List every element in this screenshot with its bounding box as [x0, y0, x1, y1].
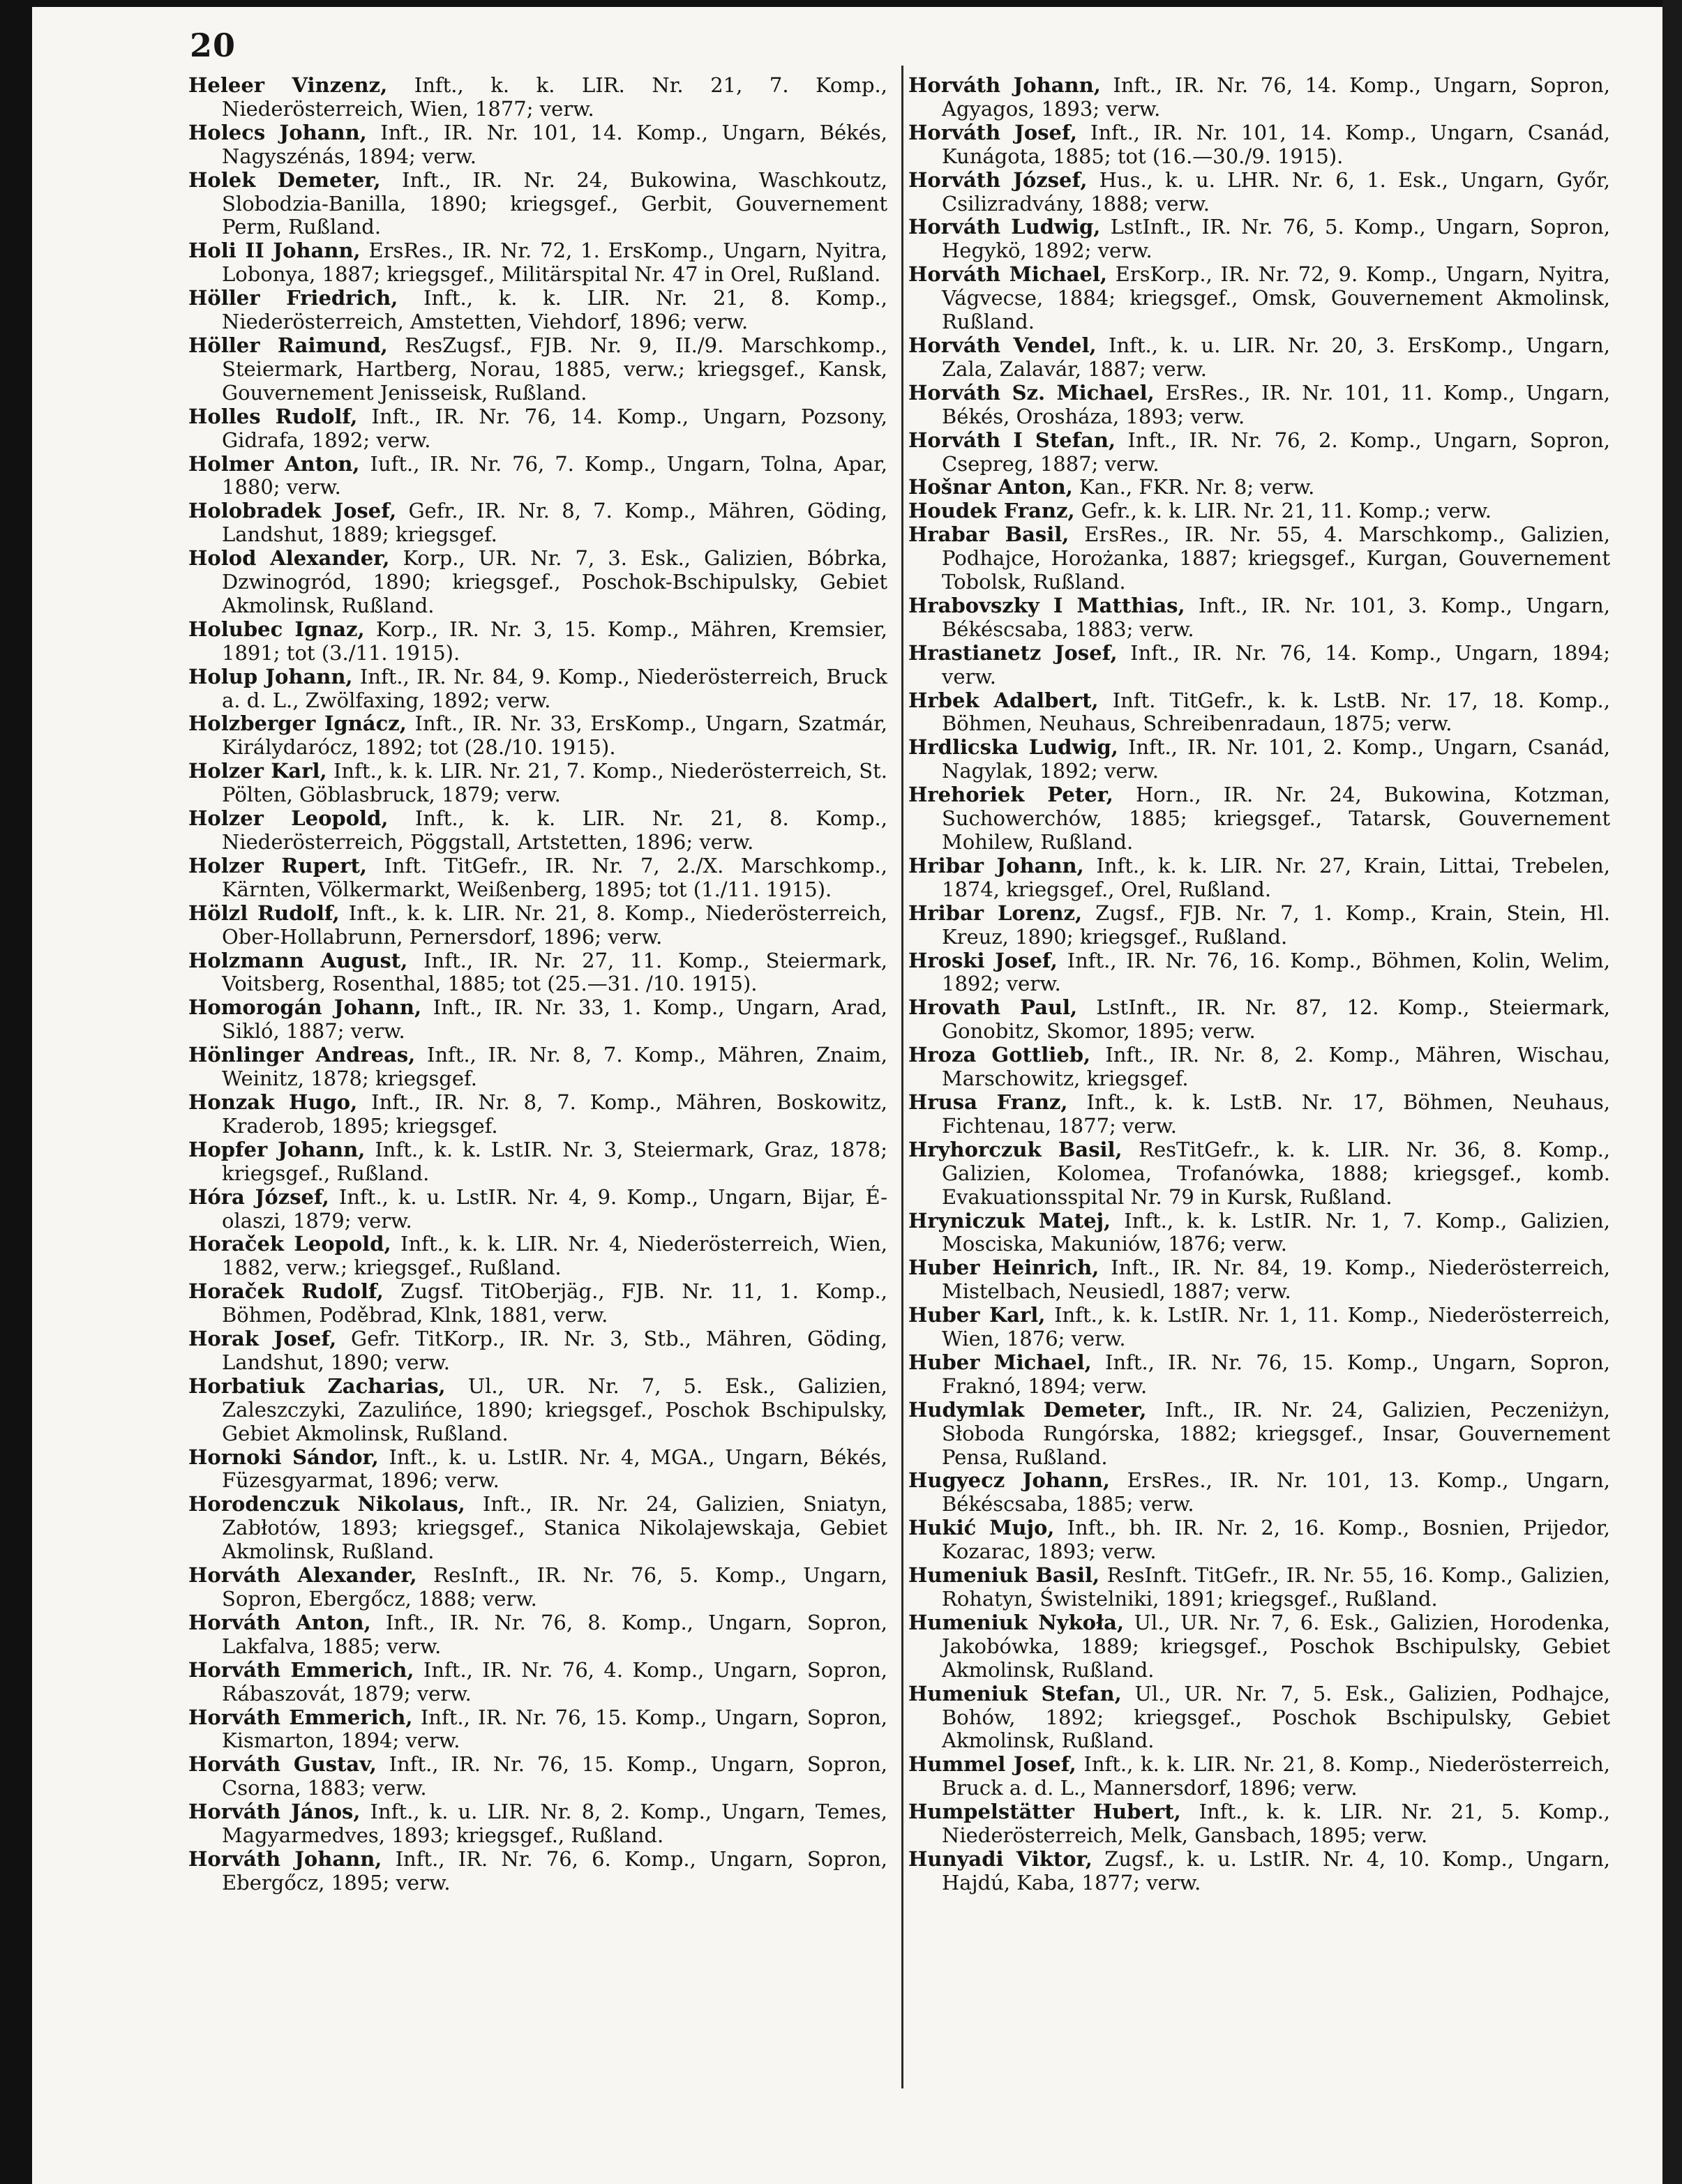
- register-entry: [908, 334, 1610, 382]
- register-entry: [908, 476, 1610, 499]
- entry-name: Horbatiuk Zacharias,: [188, 1373, 446, 1398]
- entry-details: Ul., UR. Nr. 7, 5. Esk., Galizien, Zaleszczyki, Zazulińce, 1890; kriegsgef., Poschok Bschipulsky, Gebiet Akmolinsk, Rußland.: [222, 1373, 887, 1445]
- register-entry: [188, 807, 887, 854]
- register-entry: [908, 1469, 1610, 1516]
- entry-details: Inft., IR. Nr. 8, 2. Komp., Mähren, Wischau, Marschowitz, kriegsgef.: [942, 1043, 1610, 1091]
- entry-name: Horváth Johann,: [188, 1846, 382, 1871]
- entry-details: Inft., IR. Nr. 8, 7. Komp., Mähren, Boskowitz, Kraderob, 1895; kriegsgef.: [222, 1090, 887, 1138]
- entry-details: Inft., k. k. LstB. Nr. 17, Böhmen, Neuhaus, Fichtenau, 1877; verw.: [942, 1090, 1610, 1138]
- register-entry: [188, 712, 887, 760]
- entry-name: Holup Johann,: [188, 664, 353, 688]
- entry-name: Hrdlicska Ludwig,: [908, 735, 1118, 760]
- entry-details: ResInft. TitGefr., IR. Nr. 55, 16. Komp., Galizien, Rohatyn, Świstelniki, 1891; kriegsgef., Rußland.: [942, 1563, 1610, 1611]
- entry-details: Inft., k. k. LIR. Nr. 21, 8. Komp., Niederösterreich, Bruck a. d. L., Mannersdorf, 1896; verw.: [942, 1752, 1610, 1800]
- register-entry: [908, 1304, 1610, 1351]
- entry-name: Horváth Michael,: [908, 262, 1107, 287]
- entry-details: Inft., IR. Nr. 24, Galizien, Sniatyn, Zabłotów, 1893; kriegsgef., Stanica Nikolajewskaja, Gebiet Akmolinsk, Rußland.: [222, 1492, 888, 1564]
- entry-name: Hóra József,: [188, 1184, 329, 1209]
- entry-name: Hugyecz Johann,: [908, 1468, 1110, 1493]
- entry-name: Horváth Gustav,: [188, 1752, 377, 1777]
- entry-details: Inft., k. k. LstIR. Nr. 3, Steiermark, Graz, 1878; kriegsgef., Rußland.: [222, 1137, 888, 1185]
- entry-name: Holobradek Josef,: [188, 499, 397, 523]
- entry-name: Hribar Johann,: [908, 853, 1084, 878]
- entry-name: Hryhorczuk Basil,: [908, 1137, 1122, 1161]
- register-entry: [188, 1280, 887, 1327]
- entry-details: LstInft., IR. Nr. 76, 5. Komp., Ungarn, Sopron, Hegykö, 1892; verw.: [942, 215, 1611, 263]
- entry-name: Horváth Josef,: [908, 120, 1077, 144]
- entry-name: Horváth Emmerich,: [188, 1705, 413, 1729]
- entry-details: Inft., k. k. LIR. Nr. 4, Niederösterreich, Wien, 1882, verw.; kriegsgef., Rußland.: [222, 1232, 888, 1280]
- entry-name: Homorogán Johann,: [188, 995, 422, 1020]
- register-entry: [908, 949, 1610, 997]
- entry-name: Hribar Lorenz,: [908, 901, 1083, 925]
- register-entry: [188, 287, 887, 334]
- register-entry: [188, 547, 887, 618]
- register-entry: [188, 334, 887, 405]
- entry-details: Inft., k. k. LIR. Nr. 21, 7. Komp., Niederösterreich, Wien, 1877; verw.: [222, 73, 887, 121]
- register-entry: [908, 642, 1610, 689]
- register-entry: [908, 1564, 1610, 1611]
- entry-details: Inft., k. k. LstIR. Nr. 1, 11. Komp., Niederösterreich, Wien, 1876; verw.: [942, 1303, 1610, 1351]
- entry-name: Horváth Vendel,: [908, 333, 1097, 357]
- register-entry: [908, 594, 1610, 642]
- register-entry: [188, 74, 887, 121]
- register-entry: [908, 263, 1610, 334]
- page-number: 20: [190, 27, 236, 64]
- register-entry: [188, 1800, 887, 1848]
- entry-name: Holles Rudolf,: [188, 404, 358, 428]
- entry-details: Inft., k. k. LIR. Nr. 27, Krain, Littai, Trebelen, 1874, kriegsgef., Orel, Rußland.: [942, 853, 1611, 901]
- entry-details: Inft., IR. Nr. 76, 16. Komp., Böhmen, Kolin, Welim, 1892; verw.: [942, 948, 1611, 996]
- entry-details: Inft., IR. Nr. 76, 15. Komp., Ungarn, Sopron, Fraknó, 1894; verw.: [942, 1350, 1610, 1398]
- entry-details: Ul., UR. Nr. 7, 5. Esk., Galizien, Podhajce, Bohów, 1892; kriegsgef., Poschok Bschipulsky, Gebiet Akmolinsk, Rußland.: [942, 1681, 1611, 1753]
- register-entry: [188, 121, 887, 169]
- register-entry: [188, 405, 887, 453]
- entry-name: Hrovath Paul,: [908, 995, 1078, 1020]
- register-entry: [908, 1091, 1610, 1138]
- entry-name: Huber Michael,: [908, 1350, 1092, 1374]
- register-entry: [908, 1044, 1610, 1091]
- entry-details: Inft., k. u. LstIR. Nr. 4, MGA., Ungarn, Békés, Füzesgyarmat, 1896; verw.: [222, 1445, 887, 1493]
- entry-name: Horváth János,: [188, 1800, 361, 1824]
- register-entry: [908, 1399, 1610, 1470]
- entry-details: Zugsf., k. u. LstIR. Nr. 4, 10. Komp., Ungarn, Hajdú, Kaba, 1877; verw.: [942, 1846, 1611, 1895]
- entry-name: Horodenczuk Nikolaus,: [188, 1492, 465, 1516]
- entry-details: ResInft., IR. Nr. 76, 5. Komp., Ungarn, Sopron, Ebergőcz, 1888; verw.: [222, 1563, 887, 1611]
- entry-name: Heleer Vinzenz,: [188, 73, 388, 97]
- entry-details: Inft., IR. Nr. 76, 15. Komp., Ungarn, Sopron, Kismarton, 1894; verw.: [222, 1705, 888, 1753]
- register-entry: [908, 121, 1610, 169]
- entry-details: Inft., IR. Nr. 101, 2. Komp., Ungarn, Csanád, Nagylak, 1892; verw.: [942, 735, 1611, 783]
- entry-name: Horváth Alexander,: [188, 1563, 417, 1588]
- register-entry: [188, 453, 887, 500]
- entry-details: Inft., IR. Nr. 76, 4. Komp., Ungarn, Sopron, Rábaszovát, 1879; verw.: [222, 1657, 888, 1705]
- entry-name: Holecs Johann,: [188, 120, 367, 144]
- register-entry: [188, 854, 887, 902]
- entry-name: Horaček Rudolf,: [188, 1279, 384, 1304]
- entry-name: Hopfer Johann,: [188, 1137, 366, 1161]
- entry-details: Inft., IR. Nr. 8, 7. Komp., Mähren, Znaim, Weinitz, 1878; kriegsgef.: [222, 1043, 887, 1091]
- entry-details: Inft., IR. Nr. 33, ErsKomp., Ungarn, Szatmár, Királydarócz, 1892; tot (28./10. 1915).: [222, 711, 888, 760]
- entry-name: Hudymlak Demeter,: [908, 1397, 1147, 1422]
- register-entry: [188, 239, 887, 287]
- register-entry: [908, 996, 1610, 1044]
- register-entry: [908, 499, 1610, 523]
- register-entry: [188, 1233, 887, 1280]
- entry-name: Holzmann August,: [188, 948, 408, 972]
- register-entry: [908, 1210, 1610, 1257]
- entry-name: Horváth Emmerich,: [188, 1657, 414, 1682]
- entry-details: Inft., k. k. LIR. Nr. 21, 8. Komp., Niederösterreich, Ober-Hollabrunn, Pernersdorf, 1896; verw.: [222, 901, 887, 949]
- entry-details: Inft., IR. Nr. 76, 14. Komp., Ungarn, Sopron, Agyagos, 1893; verw.: [942, 73, 1611, 121]
- register-entry: [188, 618, 887, 665]
- entry-name: Huber Karl,: [908, 1303, 1046, 1327]
- register-entry: [908, 1351, 1610, 1399]
- register-entry: [908, 429, 1610, 476]
- entry-details: Hus., k. u. LHR. Nr. 6, 1. Esk., Ungarn, Győr, Csilizradvány, 1888; verw.: [942, 167, 1611, 216]
- column-divider: [901, 66, 903, 2088]
- entry-name: Hrabovszky I Matthias,: [908, 593, 1185, 617]
- register-entry: [908, 1256, 1610, 1304]
- entry-details: Korp., UR. Nr. 7, 3. Esk., Galizien, Bóbrka, Dzwinogród, 1890; kriegsgef., Poschok-Bschipulsky, Gebiet Akmolinsk, Rußland.: [222, 546, 887, 617]
- entry-name: Holek Demeter,: [188, 167, 381, 192]
- entry-details: Inft. TitGefr., IR. Nr. 7, 2./X. Marschkomp., Kärnten, Völkermarkt, Weißenberg, 1895; tot (1./11. 1915).: [222, 853, 887, 901]
- entry-name: Hönlinger Andreas,: [188, 1043, 416, 1067]
- register-entry: [908, 783, 1610, 854]
- entry-name: Horváth Johann,: [908, 73, 1101, 97]
- entry-name: Honzak Hugo,: [188, 1090, 358, 1114]
- register-entry: [188, 760, 887, 807]
- register-entry: [188, 1044, 887, 1091]
- register-entry: [908, 1138, 1610, 1210]
- entry-name: Hrbek Adalbert,: [908, 688, 1099, 712]
- entry-details: Inft., IR. Nr. 27, 11. Komp., Steiermark, Voitsberg, Rosenthal, 1885; tot (25.—31. /10. 1915).: [222, 948, 887, 996]
- entry-name: Horaček Leopold,: [188, 1232, 391, 1256]
- entry-details: Gefr., IR. Nr. 8, 7. Komp., Mähren, Göding, Landshut, 1889; kriegsgef.: [222, 499, 888, 547]
- entry-name: Holmer Anton,: [188, 451, 360, 476]
- register-entry: [908, 382, 1610, 429]
- entry-details: ResZugsf., FJB. Nr. 9, II./9. Marschkomp., Steiermark, Hartberg, Norau, 1885, verw.; kriegsgef., Kansk, Gouvernement Jenisseisk, Rußland.: [222, 333, 888, 405]
- entry-name: Höller Friedrich,: [188, 286, 398, 310]
- register-entry: [908, 854, 1610, 902]
- entry-details: Inft., IR. Nr. 24, Bukowina, Waschkoutz, Slobodzia-Banilla, 1890; kriegsgef., Gerbit, Gouvernement Perm, Rußland.: [222, 167, 888, 239]
- register-entry: [188, 1138, 887, 1186]
- entry-name: Hrabar Basil,: [908, 522, 1069, 547]
- entry-details: Inft., IR. Nr. 84, 19. Komp., Niederösterreich, Mistelbach, Neusiedl, 1887; verw.: [942, 1256, 1610, 1304]
- entry-details: Inft., k. k. LIR. Nr. 21, 7. Komp., Niederösterreich, St. Pölten, Göblasbruck, 1879; verw.: [222, 759, 887, 807]
- register-entry: [188, 1091, 887, 1138]
- entry-name: Hrehoriek Peter,: [908, 783, 1113, 807]
- entry-name: Humpelstätter Hubert,: [908, 1800, 1181, 1824]
- entry-name: Holi II Johann,: [188, 239, 361, 263]
- register-entry: [908, 74, 1610, 121]
- entry-details: Gefr. TitKorp., IR. Nr. 3, Stb., Mähren, Göding, Landshut, 1890; verw.: [222, 1327, 888, 1374]
- entry-details: Inft., IR. Nr. 76, 6. Komp., Ungarn, Sopron, Ebergőcz, 1895; verw.: [222, 1846, 888, 1895]
- entry-name: Humeniuk Stefan,: [908, 1681, 1122, 1705]
- entry-details: ErsRes., IR. Nr. 101, 11. Komp., Ungarn, Békés, Orosháza, 1893; verw.: [942, 380, 1611, 428]
- register-entry: [188, 1375, 887, 1446]
- right-column: [908, 74, 1610, 1895]
- entry-name: Humeniuk Nykoła,: [908, 1610, 1125, 1634]
- register-entry: [908, 736, 1610, 783]
- entry-details: ErsRes., IR. Nr. 101, 13. Komp., Ungarn, Békéscsaba, 1885; verw.: [942, 1468, 1610, 1516]
- entry-name: Hrusa Franz,: [908, 1090, 1068, 1114]
- entry-details: Kan., FKR. Nr. 8; verw.: [1079, 475, 1315, 499]
- register-entry: [908, 1753, 1610, 1800]
- register-entry: [908, 1611, 1610, 1682]
- entry-name: Hrastianetz Josef,: [908, 640, 1118, 665]
- register-entry: [908, 689, 1610, 737]
- register-entry: [188, 1848, 887, 1895]
- entry-name: Höller Raimund,: [188, 333, 388, 357]
- register-entry: [188, 169, 887, 240]
- entry-details: Horn., IR. Nr. 24, Bukowina, Kotzman, Suchowerchów, 1885; kriegsgef., Tatarsk, Gouvernement Mohilew, Rußland.: [942, 783, 1611, 854]
- entry-name: Huber Heinrich,: [908, 1256, 1099, 1280]
- register-entry: [188, 1327, 887, 1375]
- entry-name: Horváth Anton,: [188, 1610, 371, 1634]
- entry-details: Zugsf., FJB. Nr. 7, 1. Komp., Krain, Stein, Hl. Kreuz, 1890; kriegsgef., Rußland.: [942, 901, 1611, 949]
- entry-name: Horváth Ludwig,: [908, 215, 1101, 239]
- entry-details: Inft., k. k. LIR. Nr. 21, 5. Komp., Niederösterreich, Melk, Gansbach, 1895; verw.: [942, 1800, 1610, 1848]
- register-entry: [188, 902, 887, 949]
- register-entry: [188, 1611, 887, 1659]
- register-entry: [908, 169, 1610, 216]
- register-entry: [188, 499, 887, 547]
- register-entry: [188, 665, 887, 713]
- entry-details: Inft., IR. Nr. 101, 3. Komp., Ungarn, Békéscsaba, 1883; verw.: [942, 593, 1611, 641]
- entry-details: Inft., k. k. LIR. Nr. 21, 8. Komp., Niederösterreich, Pöggstall, Artstetten, 1896; verw.: [222, 806, 887, 854]
- entry-details: Inft., k. k. LstIR. Nr. 1, 7. Komp., Galizien, Mosciska, Makuniów, 1876; verw.: [942, 1208, 1610, 1256]
- register-entry: [188, 1659, 887, 1706]
- entry-name: Horak Josef,: [188, 1327, 337, 1351]
- entry-details: ErsRes., IR. Nr. 55, 4. Marschkomp., Galizien, Podhajce, Horożanka, 1887; kriegsgef., Kurgan, Gouvernement Tobolsk, Rußland.: [942, 522, 1611, 594]
- register-entry: [188, 1706, 887, 1754]
- register-entry: [908, 216, 1610, 263]
- scan-border-left: [0, 0, 32, 2184]
- entry-details: Inft., k. u. LstIR. Nr. 4, 9. Komp., Ungarn, Bijar, É-olaszi, 1879; verw.: [222, 1184, 887, 1233]
- register-entry: [908, 1516, 1610, 1564]
- entry-details: Inft., IR. Nr. 84, 9. Komp., Niederösterreich, Bruck a. d. L., Zwölfaxing, 1892; verw.: [222, 664, 888, 712]
- entry-name: Hroza Gottlieb,: [908, 1043, 1091, 1067]
- entry-details: LstInft., IR. Nr. 87, 12. Komp., Steiermark, Gonobitz, Skomor, 1895; verw.: [942, 995, 1610, 1044]
- entry-details: Inft., IR. Nr. 101, 14. Komp., Ungarn, Békés, Nagyszénás, 1894; verw.: [222, 120, 887, 168]
- entry-details: Inft. TitGefr., k. k. LstB. Nr. 17, 18. Komp., Böhmen, Neuhaus, Schreibenradaun, 1875; verw.: [942, 688, 1610, 736]
- entry-name: Hornoki Sándor,: [188, 1445, 379, 1469]
- register-entry: [188, 949, 887, 997]
- scan-border-right: [1662, 0, 1682, 2184]
- entry-details: Inft., IR. Nr. 76, 14. Komp., Ungarn, 1894; verw.: [942, 640, 1611, 688]
- entry-details: Inft., bh. IR. Nr. 2, 16. Komp., Bosnien, Prijedor, Kozarac, 1893; verw.: [942, 1516, 1610, 1564]
- entry-name: Holubec Ignaz,: [188, 617, 365, 641]
- entry-details: Korp., IR. Nr. 3, 15. Komp., Mähren, Kremsier, 1891; tot (3./11. 1915).: [222, 617, 888, 665]
- entry-details: Inft., k. k. LIR. Nr. 21, 8. Komp., Niederösterreich, Amstetten, Viehdorf, 1896; verw.: [222, 286, 887, 334]
- register-entry: [188, 1753, 887, 1800]
- entry-name: Horváth I Stefan,: [908, 428, 1116, 452]
- entry-details: Inft., IR. Nr. 76, 14. Komp., Ungarn, Pozsony, Gidrafa, 1892; verw.: [222, 404, 888, 452]
- entry-details: Zugsf. TitOberjäg., FJB. Nr. 11, 1. Komp., Böhmen, Poděbrad, Klnk, 1881, verw.: [222, 1279, 887, 1327]
- entry-details: Ul., UR. Nr. 7, 6. Esk., Galizien, Horodenka, Jakobówka, 1889; kriegsgef., Poschok Bschipulsky, Gebiet Akmolinsk, Rußland.: [942, 1610, 1611, 1682]
- left-column: [188, 74, 887, 1895]
- entry-details: Inft., k. u. LIR. Nr. 8, 2. Komp., Ungarn, Temes, Magyarmedves, 1893; kriegsgef., Rußland.: [222, 1800, 887, 1848]
- entry-name: Hukić Mujo,: [908, 1516, 1055, 1540]
- register-entry: [188, 1446, 887, 1493]
- entry-name: Hryniczuk Matej,: [908, 1208, 1111, 1233]
- register-entry: [188, 1493, 887, 1564]
- entry-details: Inft., IR. Nr. 76, 2. Komp., Ungarn, Sopron, Csepreg, 1887; verw.: [942, 428, 1611, 476]
- entry-details: Inft., IR. Nr. 33, 1. Komp., Ungarn, Arad, Siklό, 1887; verw.: [222, 995, 888, 1044]
- register-entry: [908, 523, 1610, 594]
- entry-name: Hunyadi Viktor,: [908, 1846, 1092, 1871]
- entry-name: Hroski Josef,: [908, 948, 1058, 972]
- entry-name: Hölzl Rudolf,: [188, 901, 340, 925]
- entry-name: Horváth Sz. Michael,: [908, 380, 1155, 405]
- register-entry: [908, 1682, 1610, 1754]
- register-entry: [188, 1186, 887, 1233]
- entry-details: Inft., IR. Nr. 24, Galizien, Peczeniżyn, Słoboda Rungórska, 1882; kriegsgef., Insar, Gouvernement Pensa, Rußland.: [942, 1397, 1610, 1469]
- entry-name: Horváth József,: [908, 167, 1088, 192]
- entry-details: ErsKorp., IR. Nr. 72, 9. Komp., Ungarn, Nyitra, Vágvecse, 1884; kriegsgef., Omsk, Gouvernement Akmolinsk, Rußland.: [942, 262, 1610, 334]
- entry-details: ErsRes., IR. Nr. 72, 1. ErsKomp., Ungarn, Nyitra, Lobonya, 1887; kriegsgef., Militärspital Nr. 47 in Orel, Rußland.: [222, 239, 888, 287]
- entry-details: Inft., k. u. LIR. Nr. 20, 3. ErsKomp., Ungarn, Zala, Zalavár, 1887; verw.: [942, 333, 1611, 381]
- entry-name: Holzer Leopold,: [188, 806, 389, 831]
- scan-border-top: [0, 0, 1682, 7]
- entry-details: ResTitGefr., k. k. LIR. Nr. 36, 8. Komp., Galizien, Kolomea, Trofanówka, 1888; kriegsgef., komb. Evakuationsspital Nr. 79 in Kursk, Rußland.: [942, 1137, 1611, 1209]
- register-entry: [908, 1800, 1610, 1848]
- entry-name: Humeniuk Basil,: [908, 1563, 1100, 1588]
- entry-name: Hummel Josef,: [908, 1752, 1076, 1777]
- entry-details: Gefr., k. k. LIR. Nr. 21, 11. Komp.; verw.: [1081, 499, 1492, 523]
- register-entry: [908, 902, 1610, 949]
- register-entry: [908, 1848, 1610, 1895]
- entry-name: Hošnar Anton,: [908, 475, 1073, 499]
- entry-name: Houdek Franz,: [908, 499, 1075, 523]
- register-entry: [188, 1564, 887, 1611]
- entry-name: Holzer Rupert,: [188, 853, 367, 878]
- entry-details: Iuft., IR. Nr. 76, 7. Komp., Ungarn, Tolna, Apar, 1880; verw.: [222, 451, 888, 499]
- entry-details: Inft., IR. Nr. 101, 14. Komp., Ungarn, Csanád, Kunágota, 1885; tot (16.—30./9. 1915).: [942, 120, 1611, 168]
- register-entry: [188, 996, 887, 1044]
- entry-details: Inft., IR. Nr. 76, 15. Komp., Ungarn, Sopron, Csorna, 1883; verw.: [222, 1752, 888, 1800]
- entry-details: Inft., IR. Nr. 76, 8. Komp., Ungarn, Sopron, Lakfalva, 1885; verw.: [222, 1610, 887, 1658]
- entry-name: Holzberger Ignácz,: [188, 711, 407, 736]
- entry-name: Holod Alexander,: [188, 546, 390, 571]
- entry-name: Holzer Karl,: [188, 759, 327, 783]
